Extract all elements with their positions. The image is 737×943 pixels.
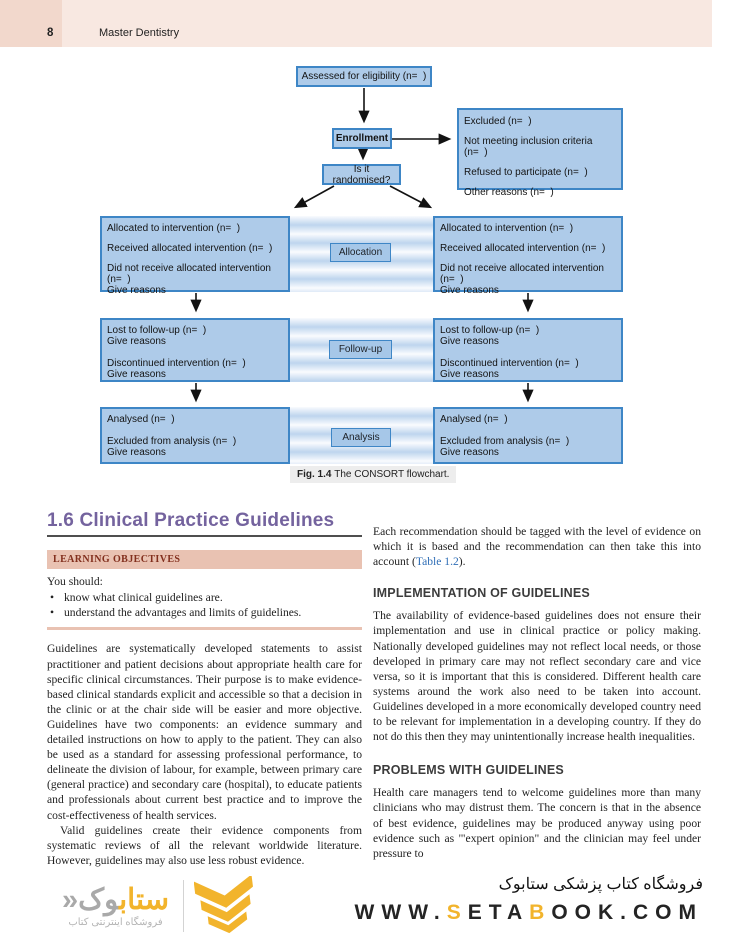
figure-caption-text: The CONSORT flowchart. — [331, 469, 450, 480]
url-segment-accent: B — [529, 901, 552, 924]
store-url — [355, 901, 703, 925]
setabook-wordmark — [62, 885, 169, 915]
table-1-2-link[interactable]: Table 1.2 — [415, 555, 459, 569]
allocation-line: Did not receive allocated intervention (n= ) — [107, 263, 271, 285]
recommendation-text-end: ). — [458, 555, 466, 569]
flowchart-box-followup-left — [100, 318, 290, 382]
chevron-emblem-icon — [194, 876, 258, 936]
wordmark-yellow-part: ستاب — [119, 883, 170, 916]
figure-caption-number: Fig. 1.4 — [297, 469, 332, 480]
paragraph-implementation: The availability of evidence-based guidelines does not ensure their implementation and use in clinical practice or policy making. Nationally developed guidelines may not reflect local needs, or those developed in primary care may not reflect secondary care and vice versa, so it is important that this is considered. Different health care systems around the work also need to be taken into account. Guidelines developed in a more economically developed country need to be relevant for implementation in a developing country. If they do not do this then they may unintentionally increase health inequalities. — [373, 609, 701, 744]
flowchart-box-analysis-right — [433, 407, 623, 464]
analysis-stage-text: Analysis — [342, 432, 380, 443]
learning-objectives-list — [47, 590, 362, 620]
flowchart-box-followup-right — [433, 318, 623, 382]
paragraph-problems: Health care managers tend to welcome guidelines more than many clinicians who may distrust them. The concern is that in the absence of best evidence, guidelines may be produced anyway using poor evidence such as '"expert opinion" and the clinician may feel under pressure to — [373, 786, 701, 860]
section-rule — [47, 535, 362, 537]
analysis-line: Give reasons — [107, 447, 166, 458]
stage-label-allocation — [330, 243, 391, 262]
url-segment: OOK.COM — [551, 901, 703, 924]
followup-line: Give reasons — [107, 369, 166, 380]
url-segment: WWW. — [354, 901, 447, 924]
allocation-line: Allocated to intervention (n= ) — [107, 223, 241, 234]
learning-objectives-bottom-rule — [47, 627, 362, 630]
learning-objectives-box — [47, 550, 362, 630]
watermark-footer — [0, 872, 737, 943]
followup-line: Give reasons — [440, 369, 499, 380]
followup-line: Give reasons — [440, 336, 499, 347]
allocation-line: Received allocated intervention (n= ) — [107, 243, 273, 254]
followup-line: Lost to follow-up (n= ) — [440, 325, 540, 336]
allocation-line: Give reasons — [440, 285, 499, 296]
url-segment: ETA — [467, 901, 530, 924]
analysis-line: Analysed (n= ) — [107, 414, 175, 425]
logo-divider — [183, 880, 184, 932]
page-header — [0, 0, 712, 47]
running-head-title: Master Dentistry — [99, 27, 180, 39]
wordmark-chevron-icon: « — [62, 883, 79, 916]
followup-line: Discontinued intervention (n= ) — [107, 358, 246, 369]
problems-heading: PROBLEMS WITH GUIDELINES — [373, 763, 564, 778]
stage-label-followup — [329, 340, 392, 359]
excluded-line: Not meeting inclusion criteria (n= ) — [464, 136, 593, 158]
followup-stage-text: Follow-up — [338, 344, 383, 355]
section-heading: 1.6 Clinical Practice Guidelines — [47, 510, 335, 531]
flowchart-box-randomised — [322, 164, 401, 185]
excluded-line: Other reasons (n= ) — [464, 187, 554, 198]
right-column — [373, 524, 701, 861]
url-segment-accent: S — [446, 901, 468, 924]
objective-item: • know what clinical guidelines are. — [47, 590, 362, 605]
assessed-label: Assessed for eligibility (n= ) — [301, 71, 427, 82]
figure-caption — [290, 466, 456, 483]
flowchart-box-excluded — [457, 108, 623, 198]
flowchart-box-assessed — [296, 66, 432, 87]
enrollment-label: Enrollment — [335, 133, 389, 144]
paragraph-valid-guidelines: Valid guidelines create their evidence components from systematic reviews of all the relevant worldwide literature. However, guidelines may also use less robust evidence. — [47, 823, 362, 867]
store-title: فروشگاه کتاب پزشکی ستابوک — [498, 876, 703, 893]
analysis-line: Excluded from analysis (n= ) — [107, 436, 237, 447]
objective-item: • understand the advantages and limits of guidelines. — [47, 605, 362, 620]
excluded-line: Refused to participate (n= ) — [464, 167, 588, 178]
wordmark-gray-part: وک — [78, 883, 120, 916]
allocation-stage-text: Allocation — [338, 247, 383, 258]
learning-objectives-title: LEARNING OBJECTIVES — [47, 550, 362, 569]
allocation-line: Received allocated intervention (n= ) — [440, 243, 606, 254]
followup-line: Lost to follow-up (n= ) — [107, 325, 207, 336]
stage-label-analysis — [331, 428, 391, 447]
analysis-line: Analysed (n= ) — [440, 414, 508, 425]
setabook-logo — [62, 876, 258, 936]
allocation-line: Give reasons — [107, 285, 166, 296]
randomised-label: Is it randomised? — [332, 163, 391, 186]
store-info — [355, 872, 703, 925]
followup-line: Discontinued intervention (n= ) — [440, 358, 579, 369]
logo-tagline: فروشگاه اینترنتی کتاب — [68, 916, 163, 928]
header-accent-strip — [0, 0, 62, 47]
analysis-line: Excluded from analysis (n= ) — [440, 436, 570, 447]
left-column — [47, 510, 362, 868]
implementation-heading: IMPLEMENTATION OF GUIDELINES — [373, 586, 590, 601]
flowchart-box-allocation-right — [433, 216, 623, 296]
allocation-line: Did not receive allocated intervention (n= ) — [440, 263, 604, 285]
learning-objectives-intro: You should: — [47, 575, 103, 589]
flowchart-box-analysis-left — [100, 407, 290, 464]
page-number: 8 — [47, 27, 54, 39]
followup-line: Give reasons — [107, 336, 166, 347]
flowchart-box-enrollment — [332, 128, 392, 149]
allocation-line: Allocated to intervention (n= ) — [440, 223, 574, 234]
flowchart-box-allocation-left — [100, 216, 290, 296]
paragraph-guidelines-definition: Guidelines are systematically developed statements to assist practitioner and patient decisions about appropriate health care for specific clinical circumstances. Their purpose is to make evidence-based clinical standards explicit and accessible so that a decision in the clinic or at the chair side will be easier and more objective. Guidelines have two components: an evidence summary and detailed instructions on how to apply to the patient. They can also be used as a standard for assessing professional performance, to delineate the division of labour, for example, between primary care (general practice) and secondary care (hospital), to educate patients and professionals about current best practice and to improve the cost-effectiveness of health services. — [47, 642, 362, 822]
analysis-line: Give reasons — [440, 447, 499, 458]
recommendation-text: Each recommendation should be tagged with the level of evidence on which it is based and the recommendation can then take this into account ( — [373, 525, 701, 569]
excluded-line: Excluded (n= ) — [464, 116, 532, 127]
paragraph-recommendation — [373, 524, 701, 569]
